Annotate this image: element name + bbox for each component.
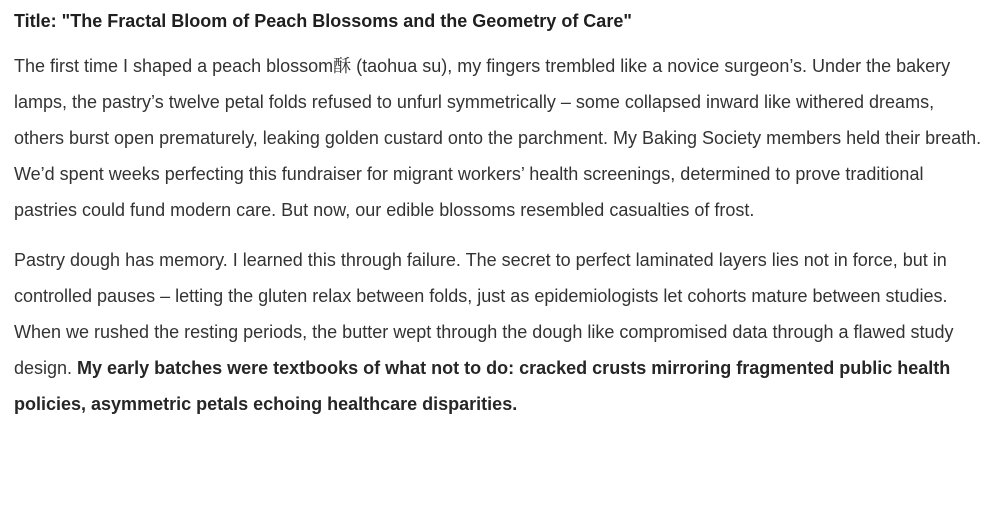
paragraph-1 <box>14 48 986 228</box>
paragraph-2-text: Pastry dough has memory. I learned this through failure. The secret to perfect laminated layers lies not in force, but in controlled pauses – letting the gluten relax between folds, just as epidemiologists let cohorts mature between studies. When we rushed the resting periods, the butter wept through the dough like compromised data through a flawed study design. <box>14 250 954 378</box>
paragraph-2-bold-text: My early batches were textbooks of what not to do: cracked crusts mirroring fragmented public health policies, asymmetric petals echoing healthcare disparities. <box>14 358 951 414</box>
paragraph-2 <box>14 242 986 422</box>
document-title: Title: "The Fractal Bloom of Peach Blossoms and the Geometry of Care" <box>14 11 632 31</box>
paragraph-1-text: The first time I shaped a peach blossom酥 (taohua su), my fingers trembled like a novice surgeon’s. Under the bakery lamps, the pastry’s twelve petal folds refused to unfurl symmetrically – some collapsed inward like withered dreams, others burst open prematurely, leaking golden custard onto the parchment. My Baking Society members held their breath. We’d spent weeks perfecting this fundraiser for migrant workers’ health screenings, determined to prove traditional pastries could fund modern care. But now, our edible blossoms resembled casualties of frost. <box>14 56 982 220</box>
